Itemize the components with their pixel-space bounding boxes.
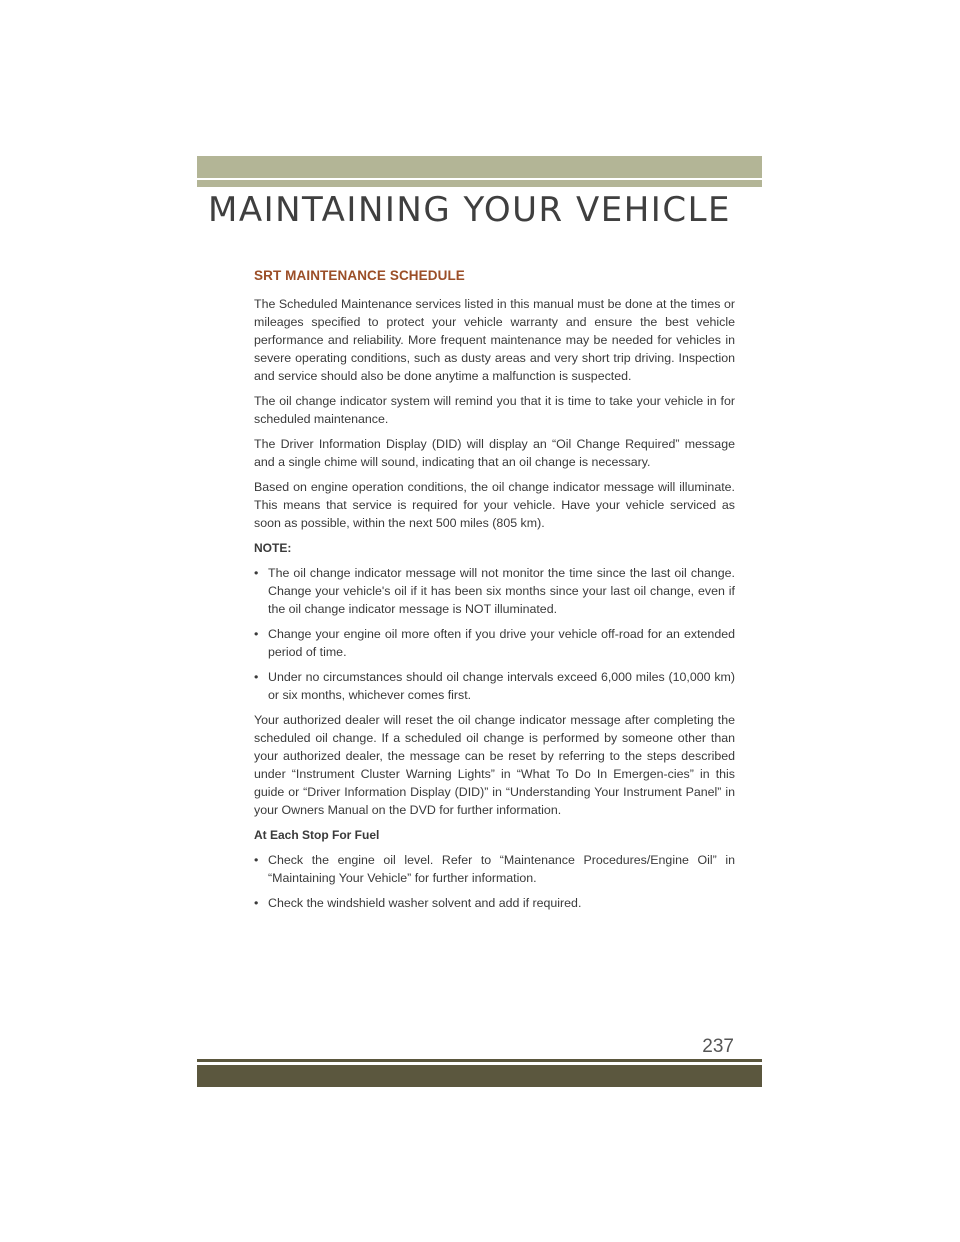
dealer-paragraph: Your authorized dealer will reset the oil change indicator message after completing the scheduled oil change. If a scheduled oil change is performed by someone other than your authorized dealer, the message can be reset by referring to the steps described under “Instrument Cluster Warning Lights” in “What To Do In Emergen-cies” in this guide or “Driver Information Display (DID)” in “Understanding Your Instrument Panel” in your Owners Manual on the DVD for further information.	[254, 713, 735, 817]
footer-band	[197, 1065, 762, 1087]
note-item-text: Change your engine oil more often if you drive your vehicle off-road for an extended period of time.	[268, 627, 735, 659]
fuel-stop-item	[254, 851, 735, 887]
note-item-text: The oil change indicator message will not monitor the time since the last oil change. Change your vehicle's oil if it has been six months since your last oil change, even if the oil change indicator message is NOT illuminated.	[268, 566, 735, 616]
paragraph: The oil change indicator system will remind you that it is time to take your vehicle in for scheduled maintenance.	[254, 394, 735, 426]
note-item-text: Under no circumstances should oil change intervals exceed 6,000 miles (10,000 km) or six months, whichever comes first.	[268, 670, 735, 702]
fuel-stop-list	[254, 851, 735, 912]
note-label: NOTE:	[254, 541, 292, 555]
paragraph: The Driver Information Display (DID) will display an “Oil Change Required” message and a single chime will sound, indicating that an oil change is necessary.	[254, 437, 735, 469]
paragraph: The Scheduled Maintenance services listed in this manual must be done at the times or mileages specified to protect your vehicle warranty and ensure the best vehicle performance and reliability. More frequent maintenance may be needed for vehicles in severe operating conditions, such as dusty areas and very short trip driving. Inspection and service should also be done anytime a malfunction is suspected.	[254, 297, 735, 383]
note-item	[254, 625, 735, 661]
fuel-stop-item	[254, 894, 735, 912]
section-title: SRT MAINTENANCE SCHEDULE	[254, 268, 465, 283]
footer-rule	[197, 1059, 762, 1062]
bullet-icon: •	[254, 896, 259, 910]
fuel-stop-heading: At Each Stop For Fuel	[254, 828, 380, 842]
bullet-icon: •	[254, 853, 259, 867]
header-rule	[197, 180, 762, 187]
page-number: 237	[702, 1036, 734, 1057]
chapter-title: MAINTAINING YOUR VEHICLE	[207, 190, 731, 230]
bullet-icon: •	[254, 566, 259, 580]
note-item	[254, 564, 735, 618]
page-content	[254, 267, 735, 919]
bullet-icon: •	[254, 670, 259, 684]
note-list	[254, 564, 735, 704]
note-item	[254, 668, 735, 704]
fuel-stop-item-text: Check the windshield washer solvent and add if required.	[268, 896, 582, 910]
header-band	[197, 156, 762, 178]
fuel-stop-item-text: Check the engine oil level. Refer to “Maintenance Procedures/Engine Oil” in “Maintaining Your Vehicle” for further information.	[268, 853, 735, 885]
bullet-icon: •	[254, 627, 259, 641]
paragraph: Based on engine operation conditions, the oil change indicator message will illuminate. This means that service is required for your vehicle. Have your vehicle serviced as soon as possible, within the next 500 miles (805 km).	[254, 480, 735, 530]
